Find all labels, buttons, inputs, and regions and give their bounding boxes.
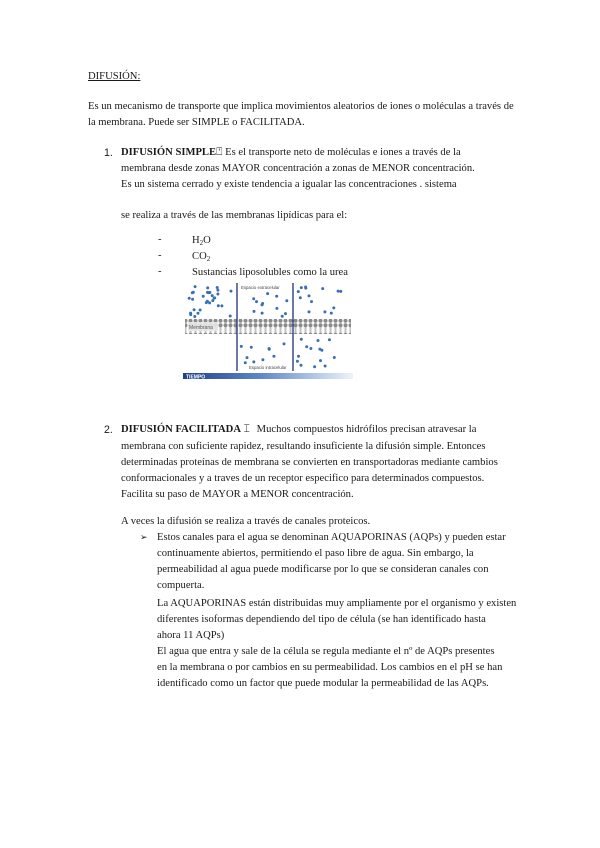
particle <box>252 297 255 300</box>
particle <box>328 338 331 341</box>
list-item-urea: Sustancias liposolubles como la urea <box>192 267 348 278</box>
particle <box>323 310 326 313</box>
aqp-line-5: La AQUAPORINAS están distribuidas muy ampliamente por el organismo y existen <box>157 598 517 609</box>
facilitada-heading-mark: ⌶ <box>243 424 250 435</box>
particle <box>220 304 223 307</box>
simple-line-4: se realiza a través de las membranas lipídicas para el: <box>121 210 348 221</box>
particle <box>246 356 249 359</box>
aqp-line-6: diferentes isoformas dependiendo del tipo de célula (se han identificado hasta <box>157 614 486 625</box>
aqp-line-4: compuerta. <box>157 580 205 591</box>
simple-heading: DIFUSIÓN SIMPLE <box>121 147 217 158</box>
particle <box>211 299 214 302</box>
particle <box>261 302 264 305</box>
particle <box>268 348 271 351</box>
particle <box>240 345 243 348</box>
particle <box>300 286 303 289</box>
particle <box>304 286 307 289</box>
particle <box>253 310 256 313</box>
particle <box>230 290 233 293</box>
particle <box>192 291 195 294</box>
particle <box>193 308 196 311</box>
particle <box>229 315 232 318</box>
particle <box>266 292 269 295</box>
simple-line-1: Es el transporte neto de moléculas e iones a través de la <box>225 147 461 158</box>
particle <box>213 296 216 299</box>
particle <box>319 359 322 362</box>
particle <box>216 293 219 296</box>
time-arrow-bar <box>183 373 353 379</box>
particle <box>202 295 205 298</box>
particle <box>321 287 324 290</box>
particle <box>275 307 278 310</box>
simple-heading-mark: ⍞ <box>216 147 223 158</box>
particle <box>305 345 308 348</box>
particle <box>310 300 313 303</box>
simple-line-3: Es un sistema cerrado y existe tendencia a igualar las concentraciones . sistema <box>121 179 457 190</box>
particle <box>297 355 300 358</box>
particle <box>252 360 255 363</box>
intro-line-2: la membrana. Puede ser SIMPLE o FACILITADA. <box>88 117 305 128</box>
aqp-line-10: identificado como un factor que puede modular la permeabilidad de las AQPs. <box>157 678 489 689</box>
list-dash: - <box>158 266 162 277</box>
particle <box>283 342 286 345</box>
particle <box>261 312 264 315</box>
list-item-h2o: $H_2O$ <box>192 235 211 247</box>
list-number-1: 1. <box>104 147 113 159</box>
intracellular-label: Espacio intracelular <box>249 365 287 370</box>
particle <box>189 313 192 316</box>
particle <box>297 290 300 293</box>
particle <box>191 298 194 301</box>
particle <box>205 301 208 304</box>
particle <box>300 364 303 367</box>
particle <box>324 365 327 368</box>
particle <box>330 312 333 315</box>
facilitada-line-4: conformacionales y a traves de un receptor especifico para determinados compuestos. <box>121 473 485 484</box>
particle <box>272 355 275 358</box>
particle <box>250 346 253 349</box>
particle <box>309 347 312 350</box>
list-dash: - <box>158 234 162 245</box>
particle <box>339 290 342 293</box>
aqp-line-2: continuamente abiertos, permitiendo el paso libre de agua. Sin embargo, la <box>157 548 474 559</box>
particle <box>211 294 214 297</box>
particle <box>308 294 311 297</box>
section-title: DIFUSIÓN: <box>88 71 141 82</box>
particle <box>194 285 197 288</box>
facilitada-heading-line <box>121 423 476 437</box>
aqp-line-1: Estos canales para el agua se denominan AQUAPORINAS (AQPs) y pueden estar <box>157 532 506 543</box>
canales-line: A veces la difusión se realiza a través de canales proteicos. <box>121 516 371 527</box>
list-number-2: 2. <box>104 424 113 436</box>
particle <box>207 291 210 294</box>
aqp-line-9: en la membrana o por cambios en su permeabilidad. Los cambios en el pH se han <box>157 662 503 673</box>
particle <box>317 339 320 342</box>
particle <box>285 299 288 302</box>
aqp-line-8: El agua que entra y sale de la célula se regula mediante el nº de AQPs presentes <box>157 646 495 657</box>
particle <box>255 300 258 303</box>
particle <box>206 286 209 289</box>
particle <box>308 310 311 313</box>
facilitada-line-2: membrana con suficiente rapidez, resultando insuficiente la difusión simple. Entonces <box>121 441 486 452</box>
facilitada-line-1: Muchos compuestos hidrófilos precisan atravesar la <box>256 424 477 435</box>
extracellular-label: Espacio extracelular <box>241 285 280 290</box>
particle <box>217 304 220 307</box>
simple-heading-line <box>121 146 461 160</box>
particle <box>300 338 303 341</box>
particle <box>193 315 196 318</box>
bullet-arrow-icon: ➢ <box>140 532 148 542</box>
particle <box>296 360 299 363</box>
particle <box>199 309 202 312</box>
particle <box>318 348 321 351</box>
aqp-line-3: permeabilidad al agua puede modificarse por lo que se consideran canales con <box>157 564 489 575</box>
list-item-co2: $CO_2$ <box>192 251 211 263</box>
facilitada-line-3: determinadas proteínas de membrana se convierten en transportadoras mediante cambios <box>121 457 498 468</box>
aqp-line-7: ahora 11 AQPs) <box>157 630 225 641</box>
facilitada-heading: DIFUSIÓN FACILITADA <box>121 424 241 435</box>
particle <box>281 315 284 318</box>
list-dash: - <box>158 250 162 261</box>
particle <box>188 297 191 300</box>
particle <box>313 365 316 368</box>
membrane-label: Membrana <box>189 325 213 331</box>
particle <box>333 356 336 359</box>
particle <box>261 358 264 361</box>
particle <box>332 306 335 309</box>
particle <box>299 296 302 299</box>
particle <box>197 312 200 315</box>
time-label: TIEMPO <box>186 374 206 381</box>
simple-line-2: membrana desde zonas MAYOR concentración a zonas de MENOR concentración. <box>121 163 475 174</box>
facilitada-line-5: Facilita su paso de MAYOR a MENOR concentración. <box>121 489 354 500</box>
particle <box>337 290 340 293</box>
particle <box>216 286 219 289</box>
particle <box>284 312 287 315</box>
intro-line-1: Es un mecanismo de transporte que implica movimientos aleatorios de iones o moléculas a través de <box>88 101 514 112</box>
particle <box>244 361 247 364</box>
diffusion-figure <box>183 281 353 385</box>
particle <box>216 289 219 292</box>
particle <box>275 295 278 298</box>
